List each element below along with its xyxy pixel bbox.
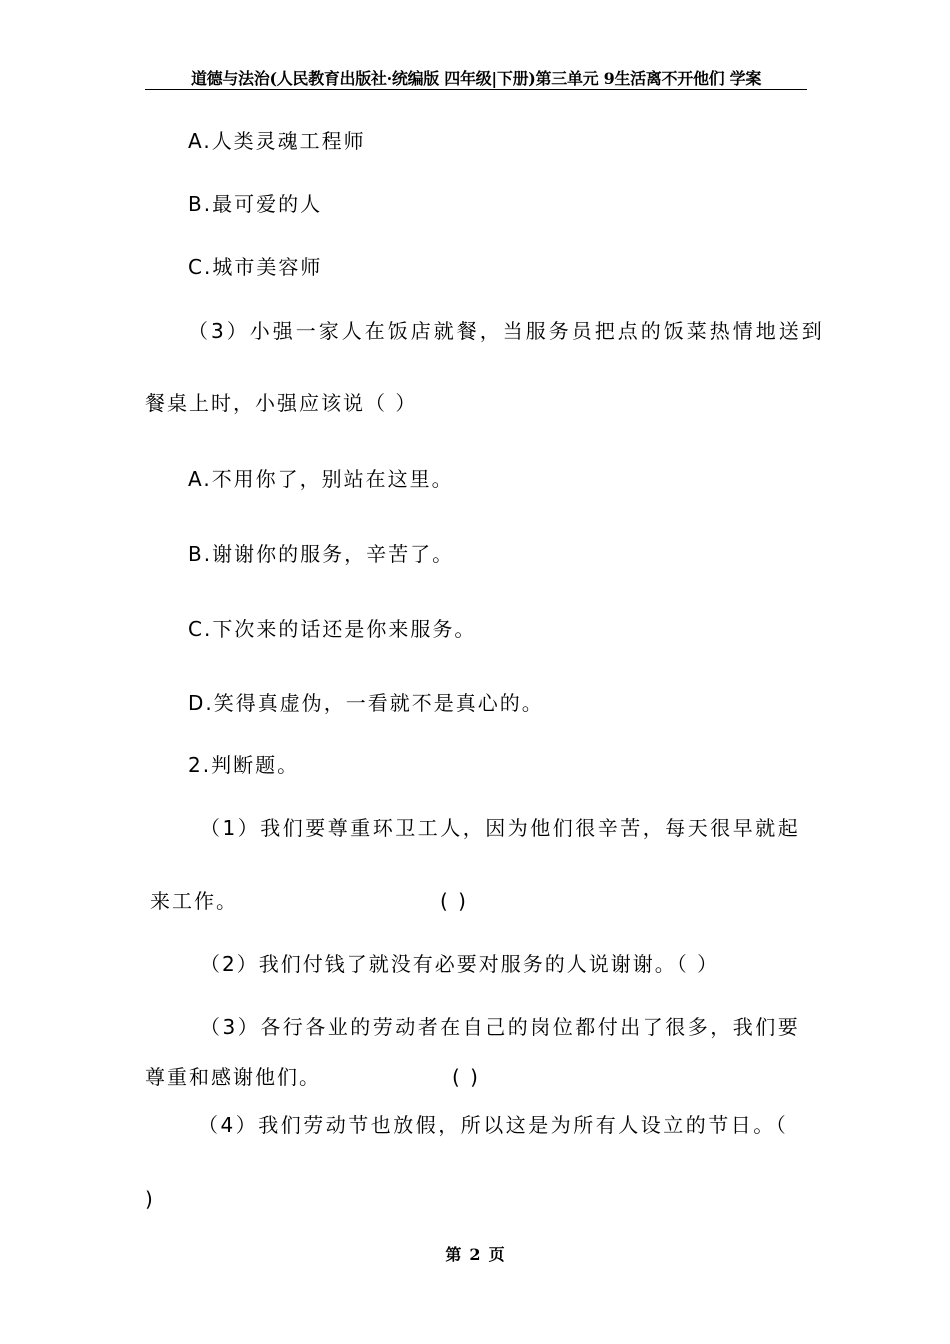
judgment-1-line2: 来工作。 <box>150 889 238 913</box>
judgment-4-line2: ) <box>145 1187 155 1211</box>
q3-option-a: A.不用你了，别站在这里。 <box>188 467 454 491</box>
q3-option-b: B.谢谢你的服务，辛苦了。 <box>188 542 455 566</box>
q3-option-c: C.下次来的话还是你来服务。 <box>188 617 477 641</box>
q2-option-c: C.城市美容师 <box>188 255 323 279</box>
q3-option-d: D.笑得真虚伪，一看就不是真心的。 <box>188 691 544 715</box>
header-divider <box>145 89 807 90</box>
judgment-4-line1: （4）我们劳动节也放假，所以这是为所有人设立的节日。（ <box>198 1113 789 1137</box>
judgment-1-line1: （1）我们要尊重环卫工人，因为他们很辛苦，每天很早就起 <box>200 816 801 840</box>
judgment-1-answer-paren: ( ) <box>440 889 468 913</box>
judgment-2-line1: （2）我们付钱了就没有必要对服务的人说谢谢。（ ） <box>200 952 720 976</box>
judgment-3-line2: 尊重和感谢他们。 <box>145 1065 321 1089</box>
page-label-prefix: 第 <box>445 1245 462 1264</box>
q2-option-a: A.人类灵魂工程师 <box>188 129 366 153</box>
document-header: 道德与法治(人民教育出版社·统编版 四年级|下册)第三单元 9生活离不开他们 学案 <box>190 69 762 88</box>
judgment-3-line1: （3）各行各业的劳动者在自己的岗位都付出了很多，我们要 <box>200 1015 801 1039</box>
page-number: 2 <box>469 1245 481 1264</box>
page-footer <box>0 1244 950 1266</box>
page-label-suffix: 页 <box>488 1245 505 1264</box>
q3-stem-line2: 餐桌上时，小强应该说（ ） <box>145 391 418 415</box>
section-2-title: 2.判断题。 <box>188 753 300 777</box>
q2-option-b: B.最可爱的人 <box>188 192 323 216</box>
judgment-3-answer-paren: ( ) <box>452 1065 480 1089</box>
q3-stem-line1: （3）小强一家人在饭店就餐，当服务员把点的饭菜热情地送到 <box>188 319 825 343</box>
